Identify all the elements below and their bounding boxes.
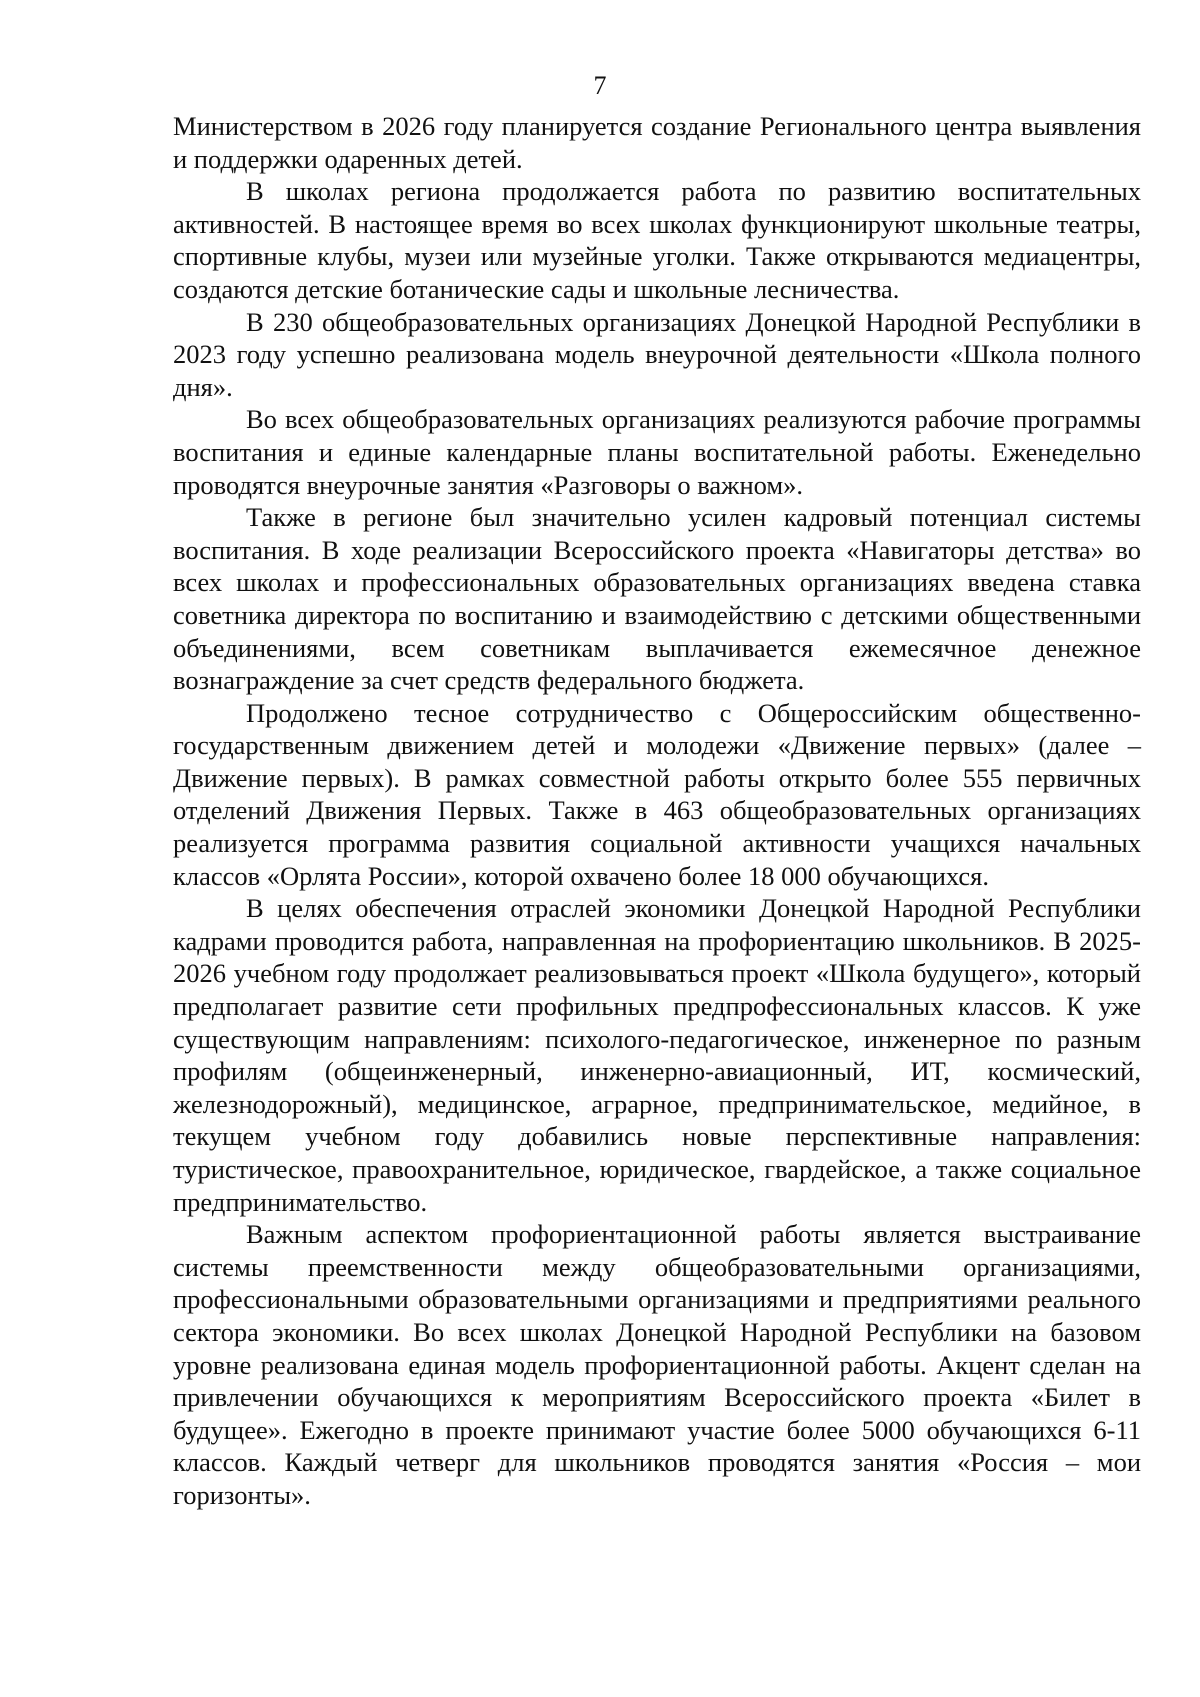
paragraph: Также в регионе был значительно усилен кадровый потенциал системы воспитания. В ходе реализации Всероссийского проекта «Навигаторы детства» во всех школах и профессиональных образовательных организациях введена ставка советника директора по воспитанию и взаимодействию с детскими общественными объединениями, всем советникам выплачивается ежемесячное денежное вознаграждение за счет средств федерального бюджета.	[173, 502, 1141, 696]
document-body	[173, 110, 1141, 1512]
paragraph: В школах региона продолжается работа по развитию воспитательных активностей. В настоящее время во всех школах функционируют школьные театры, спортивные клубы, музеи или музейные уголки. Также открываются медиацентры, создаются детские ботанические сады и школьные лесничества.	[173, 176, 1141, 304]
paragraph: Министерством в 2026 году планируется создание Регионального центра выявления и поддержки одаренных детей.	[173, 111, 1141, 174]
paragraph: Во всех общеобразовательных организациях реализуются рабочие программы воспитания и единые календарные планы воспитательной работы. Еженедельно проводятся внеурочные занятия «Разговоры о важном».	[173, 404, 1141, 500]
page-number: 7	[593, 71, 607, 100]
paragraph: В целях обеспечения отраслей экономики Донецкой Народной Республики кадрами проводится работа, направленная на профориентацию школьников. В 2025-2026 учебном году продолжает реализовываться проект «Школа будущего», который предполагает развитие сети профильных предпрофессиональных классов. К уже существующим направлениям: психолого-педагогическое, инженерное по разным профилям (общеинженерный, инженерно-авиационный, ИТ, космический, железнодорожный), медицинское, аграрное, предпринимательское, медийное, в текущем учебном году добавились новые перспективные направления: туристическое, правоохранительное, юридическое, гвардейское, а также социальное предпринимательство.	[173, 893, 1141, 1217]
paragraph: Продолжено тесное сотрудничество с Общероссийским общественно-государственным движением детей и молодежи «Движение первых» (далее – Движение первых). В рамках совместной работы открыто более 555 первичных отделений Движения Первых. Также в 463 общеобразовательных организациях реализуется программа развития социальной активности учащихся начальных классов «Орлята России», которой охвачено более 18 000 обучающихся.	[173, 697, 1141, 891]
paragraph: Важным аспектом профориентационной работы является выстраивание системы преемственности между общеобразовательными организациями, профессиональными образовательными организациями и предприятиями реального сектора экономики. Во всех школах Донецкой Народной Республики на базовом уровне реализована единая модель профориентационной работы. Акцент сделан на привлечении обучающихся к мероприятиям Всероссийского проекта «Билет в будущее». Ежегодно в проекте принимают участие более 5000 обучающихся 6-11 классов. Каждый четверг для школьников проводятся занятия «Россия – мои горизонты».	[173, 1219, 1141, 1510]
paragraph: В 230 общеобразовательных организациях Донецкой Народной Республики в 2023 году успешно реализована модель внеурочной деятельности «Школа полного дня».	[173, 306, 1141, 402]
